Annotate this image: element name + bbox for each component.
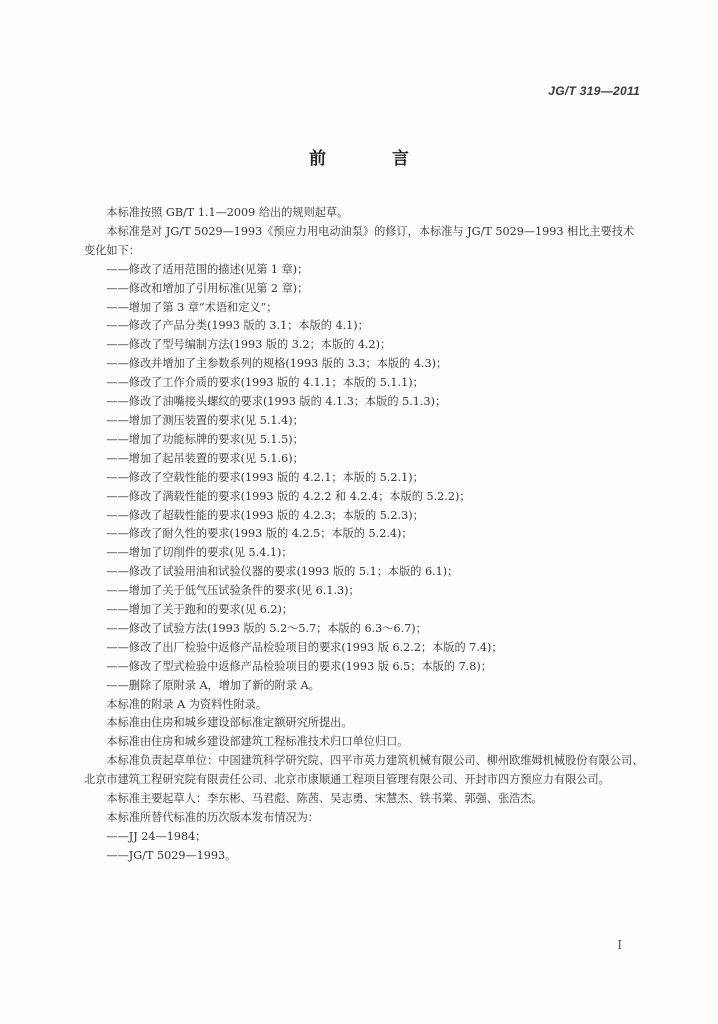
list-item: ——修改了耐久性的要求(1993 版的 4.2.5；本版的 5.2.4)； xyxy=(106,527,413,541)
list-item: ——修改了适用范围的描述(见第 1 章)； xyxy=(106,262,309,276)
list-item: ——修改了油嘴接头螺纹的要求(1993 版的 4.1.3；本版的 5.1.3)； xyxy=(106,395,447,409)
list-item: ——增加了关于跑和的要求(见 6.2)； xyxy=(106,603,294,617)
list-item: ——JG/T 5029—1993。 xyxy=(106,848,237,862)
list-item: ——删除了原附录 A，增加了新的附录 A。 xyxy=(106,678,320,692)
changes-list xyxy=(84,261,644,696)
standard-number: JG/T 319—2011 xyxy=(548,84,640,98)
paragraph-proposer: 本标准由住房和城乡建设部标准定额研究所提出。 xyxy=(106,716,353,730)
list-item: ——增加了起吊装置的要求(见 5.1.6)； xyxy=(106,451,304,465)
paragraph-drafting-units: 本标准负责起草单位：中国建筑科学研究院、四平市英力建筑机械有限公司、柳州欧维姆机械股份有限公司、北京市建筑工程研究院有限责任公司、北京市康顺通工程项目管理有限公司、开封市四方预应力有限公司。 xyxy=(84,754,644,787)
list-item: ——修改了出厂检验中返修产品检验项目的要求(1993 版 6.2.2；本版的 7.4)； xyxy=(106,640,503,654)
list-item: ——增加了切削件的要求(见 5.4.1)； xyxy=(106,546,293,560)
list-item: ——修改了工作介质的要求(1993 版的 4.1.1；本版的 5.1.1)； xyxy=(106,376,424,390)
list-item: ——修改了超载性能的要求(1993 版的 4.2.3；本版的 5.2.3)； xyxy=(106,508,424,522)
list-item: ——修改和增加了引用标准(见第 2 章)； xyxy=(106,281,309,295)
paragraph-drafters: 本标准主要起草人：李东彬、马君彪、陈茜、吴志勇、宋慧杰、铁书棠、郭强、张浩杰。 xyxy=(106,792,543,806)
history-list xyxy=(84,828,644,866)
list-item: ——修改并增加了主参数系列的规格(1993 版的 3.3；本版的 4.3)； xyxy=(106,357,448,371)
paragraph-centralizer: 本标准由住房和城乡建设部建筑工程标准技术归口单位归口。 xyxy=(106,735,409,749)
paragraph-revision-intro: 本标准是对 JG/T 5029—1993《预应力用电动油泵》的修订，本标准与 JG/T 5029—1993 相比主要技术变化如下： xyxy=(84,224,635,257)
document-body xyxy=(84,204,644,866)
list-item: ——修改了空载性能的要求(1993 版的 4.2.1；本版的 5.2.1)； xyxy=(106,470,424,484)
paragraph-appendix: 本标准的附录 A 为资料性附录。 xyxy=(106,697,268,711)
list-item: ——修改了型式检验中返修产品检验项目的要求(1993 版 6.5；本版的 7.8)； xyxy=(106,659,492,673)
list-item: ——修改了满载性能的要求(1993 版的 4.2.2 和 4.2.4；本版的 5.2.2)； xyxy=(106,489,471,503)
list-item: ——增加了测压装置的要求(见 5.1.4)； xyxy=(106,413,304,427)
list-item: ——增加了关于低气压试验条件的要求(见 6.1.3)； xyxy=(106,584,360,598)
list-item: ——修改了试验方法(1993 版的 5.2～5.7；本版的 6.3～6.7)； xyxy=(106,621,427,635)
list-item: ——增加了第 3 章“术语和定义”； xyxy=(106,300,278,314)
list-item: ——增加了功能标牌的要求(见 5.1.5)； xyxy=(106,432,304,446)
page-number: I xyxy=(617,938,622,952)
list-item: ——修改了型号编制方法(1993 版的 3.2；本版的 4.2)； xyxy=(106,338,392,352)
page-title: 前 言 xyxy=(309,149,439,169)
list-item: ——修改了试验用油和试验仪器的要求(1993 版的 5.1；本版的 6.1)； xyxy=(106,565,459,579)
list-item: ——JJ 24—1984； xyxy=(106,829,207,843)
list-item: ——修改了产品分类(1993 版的 3.1；本版的 4.1)； xyxy=(106,319,369,333)
paragraph-history-intro: 本标准所替代标准的历次版本发布情况为： xyxy=(106,811,319,824)
paragraph-drafting-rules: 本标准按照 GB/T 1.1—2009 给出的规则起草。 xyxy=(106,206,349,219)
